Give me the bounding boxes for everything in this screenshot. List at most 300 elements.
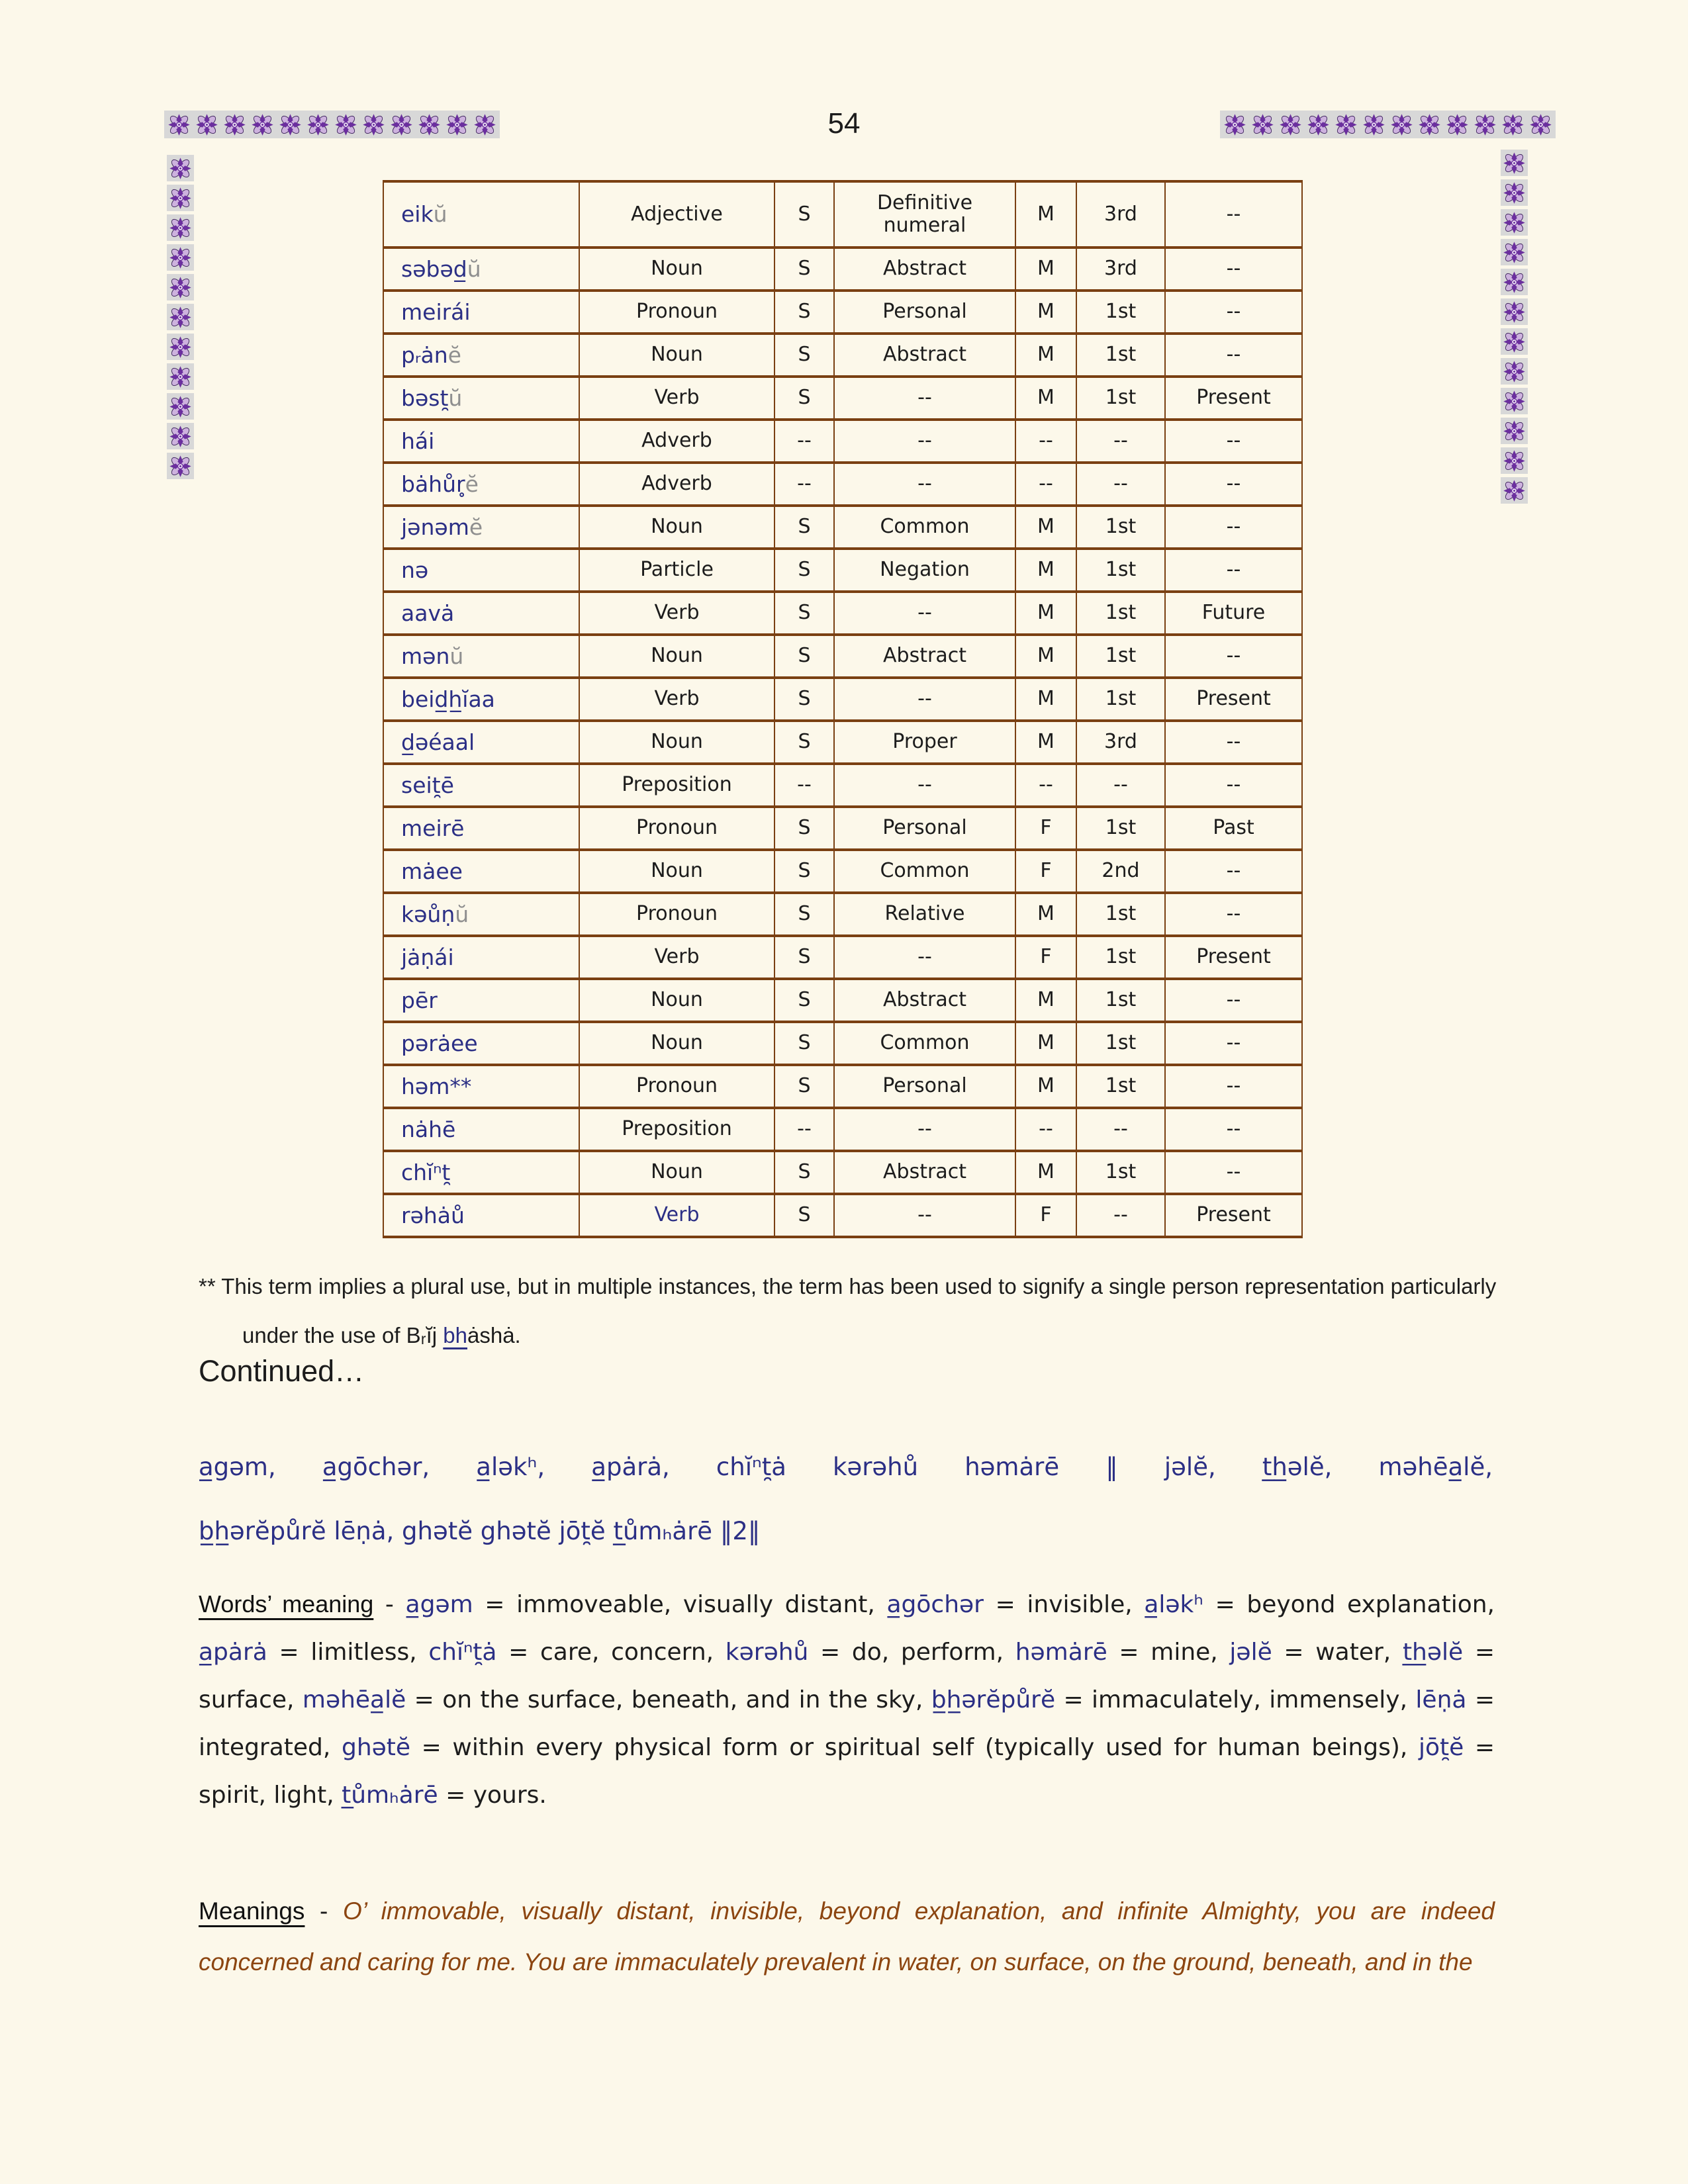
word-cell xyxy=(383,635,579,678)
flower-ornament-icon xyxy=(1360,111,1387,138)
number-cell: -- xyxy=(774,463,834,506)
word-text: həm** xyxy=(401,1073,472,1099)
word-gray-suffix: ĕ xyxy=(465,471,479,497)
flower-ornament-icon xyxy=(1277,111,1304,138)
category-cell: -- xyxy=(834,463,1015,506)
word-cell xyxy=(383,291,579,334)
table-row xyxy=(383,463,1302,506)
text-run: = invisible, xyxy=(983,1591,1145,1618)
table-row xyxy=(383,1151,1302,1194)
flower-ornament-icon xyxy=(1502,419,1526,443)
gender-cell: M xyxy=(1015,1022,1076,1065)
gender-cell: M xyxy=(1015,592,1076,635)
flower-ornament-icon xyxy=(1416,111,1443,138)
tense-cell: -- xyxy=(1165,635,1302,678)
word-cell xyxy=(383,506,579,549)
tense-cell: -- xyxy=(1165,1022,1302,1065)
table-row xyxy=(383,248,1302,291)
flower-ornament-icon xyxy=(1334,113,1358,137)
category-cell: Abstract xyxy=(834,979,1015,1022)
flower-ornament-icon xyxy=(1502,330,1526,354)
number-cell: S xyxy=(774,592,834,635)
person-cell: 3rd xyxy=(1076,248,1165,291)
number-cell: -- xyxy=(774,420,834,463)
person-cell: 1st xyxy=(1076,678,1165,721)
number-cell: S xyxy=(774,850,834,893)
flower-ornament-icon xyxy=(168,394,193,419)
word-cell xyxy=(383,850,579,893)
word-text: səbəd̲ xyxy=(401,255,467,282)
tense-cell: -- xyxy=(1165,181,1302,248)
flower-ornament-icon xyxy=(416,111,443,138)
pos-cell: Pronoun xyxy=(579,893,774,936)
word-cell xyxy=(383,1065,579,1108)
flower-ornament-icon xyxy=(167,363,194,390)
table-row xyxy=(383,377,1302,420)
word-cell xyxy=(383,936,579,979)
word-text: hái xyxy=(401,428,435,454)
meanings-paragraph xyxy=(199,1886,1495,1987)
word-text: kəůṇ xyxy=(401,901,455,927)
flower-ornament-icon xyxy=(1501,269,1528,295)
flower-ornament-icon xyxy=(1502,210,1526,235)
tense-cell: -- xyxy=(1165,420,1302,463)
word-text: d̲əéaal xyxy=(401,729,475,755)
transliterated-word: bh xyxy=(443,1323,467,1347)
table-row xyxy=(383,334,1302,377)
gender-cell: M xyxy=(1015,291,1076,334)
table-row xyxy=(383,979,1302,1022)
flower-ornament-icon xyxy=(1501,358,1528,385)
word-cell xyxy=(383,721,579,764)
flower-ornament-icon xyxy=(1528,113,1553,137)
word-text: seit̯ē xyxy=(401,772,454,798)
flower-ornament-icon xyxy=(445,113,469,137)
flower-ornament-icon xyxy=(1223,113,1247,137)
meanings-label: Meanings xyxy=(199,1897,305,1925)
text-run: = immoveable, visually distant, xyxy=(473,1591,887,1618)
flower-ornament-icon xyxy=(168,365,193,389)
category-cell: Common xyxy=(834,506,1015,549)
word-cell xyxy=(383,1194,579,1237)
person-cell: 1st xyxy=(1076,979,1165,1022)
tense-cell: -- xyxy=(1165,506,1302,549)
tense-cell: -- xyxy=(1165,334,1302,377)
flower-ornament-icon xyxy=(167,113,191,137)
word-cell xyxy=(383,549,579,592)
category-cell: Relative xyxy=(834,893,1015,936)
transliterated-word: ghətĕ xyxy=(341,1734,411,1761)
word-gray-suffix: ĕ xyxy=(447,341,461,368)
flower-ornament-icon xyxy=(334,113,358,137)
pos-cell: Particle xyxy=(579,549,774,592)
number-cell: -- xyxy=(774,1108,834,1151)
text-run: This term implies a plural use, but in multiple instances, the term has been used to signify a single person representation particularly under the use of Bᵣĭj xyxy=(221,1274,1497,1347)
number-cell: S xyxy=(774,334,834,377)
flower-ornament-icon xyxy=(167,423,194,449)
pos-cell: Noun xyxy=(579,248,774,291)
pos-cell: Noun xyxy=(579,635,774,678)
text-run: = water, xyxy=(1272,1639,1403,1666)
transliterated-word: lēṇȧ xyxy=(1415,1686,1467,1713)
text-run: ȧshȧ. xyxy=(467,1323,521,1347)
flower-ornament-icon xyxy=(167,214,194,241)
table-row xyxy=(383,1194,1302,1237)
text-run: = integrated, xyxy=(199,1686,1495,1761)
flower-ornament-icon xyxy=(1501,447,1528,474)
flower-ornament-icon xyxy=(1502,151,1526,175)
flower-ornament-icon xyxy=(1501,239,1528,265)
flower-ornament-icon xyxy=(1501,477,1528,504)
category-cell: Definitive numeral xyxy=(834,181,1015,248)
number-cell: S xyxy=(774,721,834,764)
gender-cell: M xyxy=(1015,549,1076,592)
flower-ornament-icon xyxy=(168,305,193,330)
transliterated-word: a̲gəm xyxy=(405,1591,473,1618)
person-cell: -- xyxy=(1076,463,1165,506)
footnote-marker: ** xyxy=(199,1274,222,1298)
gender-cell: M xyxy=(1015,635,1076,678)
word-gray-suffix: ĕ xyxy=(469,514,483,540)
gender-cell: -- xyxy=(1015,1108,1076,1151)
word-text: bȧhůr̥ xyxy=(401,471,465,497)
flower-ornament-icon xyxy=(473,113,497,137)
flower-ornament-icon xyxy=(168,335,193,359)
number-cell: S xyxy=(774,506,834,549)
pos-cell: Noun xyxy=(579,1151,774,1194)
number-cell: S xyxy=(774,678,834,721)
table-row xyxy=(383,678,1302,721)
transliterated-word: chĭⁿt̯ȧ xyxy=(428,1639,497,1666)
pos-cell: Pronoun xyxy=(579,1065,774,1108)
category-cell: Proper xyxy=(834,721,1015,764)
flower-ornament-icon xyxy=(278,113,303,137)
tense-cell: -- xyxy=(1165,291,1302,334)
flower-ornament-icon xyxy=(1501,113,1525,137)
word-text: beid̲h̲ĭaa xyxy=(401,686,495,712)
word-gray-suffix: ŭ xyxy=(467,255,481,282)
transliterated-word: a̲pȧrȧ xyxy=(199,1639,267,1666)
flower-ornament-icon xyxy=(168,156,193,181)
flower-ornament-icon xyxy=(167,304,194,330)
person-cell: 1st xyxy=(1076,377,1165,420)
number-cell: S xyxy=(774,635,834,678)
tense-cell: Present xyxy=(1165,936,1302,979)
word-gray-suffix: ŭ xyxy=(449,643,464,669)
flower-ornament-icon xyxy=(1502,389,1526,414)
text-run: = yours. xyxy=(438,1782,547,1809)
category-cell: -- xyxy=(834,420,1015,463)
table-row xyxy=(383,764,1302,807)
word-text: meirái xyxy=(401,298,471,325)
tense-cell: -- xyxy=(1165,1108,1302,1151)
word-cell xyxy=(383,420,579,463)
word-gray-suffix: ŭ xyxy=(455,901,469,927)
continued-heading: Continued… xyxy=(199,1354,365,1388)
gender-cell: M xyxy=(1015,181,1076,248)
flower-ornament-icon xyxy=(1472,111,1499,138)
person-cell: 3rd xyxy=(1076,181,1165,248)
word-text: pᵣȧn xyxy=(401,341,448,368)
flower-ornament-icon xyxy=(1501,328,1528,355)
table-row xyxy=(383,181,1302,248)
word-text: rəhȧů xyxy=(401,1202,465,1228)
flower-ornament-icon xyxy=(277,111,304,138)
transliterated-word: t̲h̲əlĕ xyxy=(1402,1639,1464,1666)
grammar-analysis-table xyxy=(383,180,1303,1238)
category-cell: -- xyxy=(834,1194,1015,1237)
flower-ornament-icon xyxy=(1501,298,1528,325)
transliterated-word: a̲ləkʰ xyxy=(1144,1591,1203,1618)
flower-ornament-icon xyxy=(1502,300,1526,324)
table-row xyxy=(383,549,1302,592)
text-run: = within every physical form or spiritual self (typically used for human beings), xyxy=(410,1734,1419,1761)
person-cell: -- xyxy=(1076,1108,1165,1151)
flower-ornament-icon xyxy=(165,111,193,138)
flower-ornament-icon xyxy=(1250,113,1275,137)
category-cell: Personal xyxy=(834,807,1015,850)
table-row xyxy=(383,592,1302,635)
tense-cell: -- xyxy=(1165,764,1302,807)
word-cell xyxy=(383,979,579,1022)
flower-ornament-icon xyxy=(1278,113,1303,137)
words-meaning-paragraph xyxy=(199,1580,1495,1819)
person-cell: 1st xyxy=(1076,893,1165,936)
flower-ornament-icon xyxy=(167,334,194,360)
footnote xyxy=(199,1262,1540,1360)
flower-ornament-icon xyxy=(168,216,193,240)
flower-ornament-icon xyxy=(250,113,275,137)
word-text: eik xyxy=(401,201,434,228)
gender-cell: -- xyxy=(1015,764,1076,807)
tense-cell: -- xyxy=(1165,248,1302,291)
pos-cell: Adverb xyxy=(579,420,774,463)
flower-ornament-icon xyxy=(305,111,332,138)
table-row xyxy=(383,936,1302,979)
left-flower-border xyxy=(167,155,194,479)
flower-ornament-icon xyxy=(444,111,471,138)
flower-ornament-icon xyxy=(1388,111,1415,138)
transliterated-word: a̲gōchər xyxy=(886,1591,984,1618)
word-cell xyxy=(383,592,579,635)
pos-cell: Adjective xyxy=(579,181,774,248)
transliterated-word: t̲ůmₕȧrē xyxy=(342,1782,438,1809)
word-gray-suffix: ŭ xyxy=(448,385,463,411)
word-text: chĭⁿt̯ xyxy=(401,1159,451,1185)
flower-ornament-icon xyxy=(1362,113,1386,137)
category-cell: Personal xyxy=(834,291,1015,334)
person-cell: -- xyxy=(1076,764,1165,807)
category-cell: Common xyxy=(834,850,1015,893)
category-cell: -- xyxy=(834,592,1015,635)
gender-cell: M xyxy=(1015,893,1076,936)
table-row xyxy=(383,721,1302,764)
category-cell: Abstract xyxy=(834,1151,1015,1194)
transliterated-word: jōt̯ĕ xyxy=(1418,1734,1464,1761)
verse-line: b̲h̲ərĕpůrĕ lēṇȧ, ghətĕ ghətĕ jōt̯ĕ t̲ůmₕȧrē ‖2‖ xyxy=(199,1517,761,1545)
number-cell: S xyxy=(774,936,834,979)
gender-cell: -- xyxy=(1015,463,1076,506)
tense-cell: -- xyxy=(1165,721,1302,764)
pos-cell: Verb xyxy=(579,1194,774,1237)
number-cell: S xyxy=(774,549,834,592)
gender-cell: M xyxy=(1015,248,1076,291)
tense-cell: -- xyxy=(1165,1151,1302,1194)
tense-cell: Present xyxy=(1165,1194,1302,1237)
flower-ornament-icon xyxy=(167,155,194,181)
flower-ornament-icon xyxy=(249,111,276,138)
gender-cell: F xyxy=(1015,1194,1076,1237)
table-row xyxy=(383,807,1302,850)
flower-ornament-icon xyxy=(167,453,194,479)
person-cell: 1st xyxy=(1076,506,1165,549)
flower-ornament-icon xyxy=(1502,240,1526,265)
flower-ornament-icon xyxy=(360,111,387,138)
flower-ornament-icon xyxy=(1501,209,1528,236)
pos-cell: Noun xyxy=(579,334,774,377)
pos-cell: Verb xyxy=(579,592,774,635)
tense-cell: -- xyxy=(1165,549,1302,592)
gender-cell: F xyxy=(1015,807,1076,850)
word-cell xyxy=(383,678,579,721)
pos-cell: Preposition xyxy=(579,764,774,807)
transliterated-word: jəlĕ xyxy=(1229,1639,1272,1666)
category-cell: Abstract xyxy=(834,248,1015,291)
category-cell: Personal xyxy=(834,1065,1015,1108)
table-row xyxy=(383,291,1302,334)
table-row xyxy=(383,1022,1302,1065)
flower-ornament-icon xyxy=(1502,181,1526,205)
category-cell: Negation xyxy=(834,549,1015,592)
person-cell: 1st xyxy=(1076,1151,1165,1194)
gender-cell: -- xyxy=(1015,420,1076,463)
flower-ornament-icon xyxy=(1502,449,1526,473)
number-cell: S xyxy=(774,1022,834,1065)
number-cell: S xyxy=(774,1065,834,1108)
flower-ornament-icon xyxy=(1501,418,1528,444)
meanings-separator: - xyxy=(305,1897,344,1925)
person-cell: 2nd xyxy=(1076,850,1165,893)
pos-cell: Pronoun xyxy=(579,291,774,334)
category-cell: -- xyxy=(834,678,1015,721)
person-cell: 1st xyxy=(1076,635,1165,678)
page-number: 54 xyxy=(827,107,861,140)
number-cell: S xyxy=(774,248,834,291)
number-cell: S xyxy=(774,377,834,420)
text-run: = spirit, light, xyxy=(199,1734,1495,1809)
transliterated-word: b̲h̲ərĕpůrĕ xyxy=(931,1686,1056,1713)
top-right-flower-border xyxy=(1220,111,1556,138)
tense-cell: -- xyxy=(1165,893,1302,936)
transliterated-word: məhēa̲lĕ xyxy=(302,1686,406,1713)
table-row xyxy=(383,635,1302,678)
number-cell: S xyxy=(774,291,834,334)
gender-cell: M xyxy=(1015,334,1076,377)
flower-ornament-icon xyxy=(388,111,415,138)
word-text: mən xyxy=(401,643,450,669)
table-row xyxy=(383,506,1302,549)
flower-ornament-icon xyxy=(306,113,330,137)
category-cell: -- xyxy=(834,936,1015,979)
person-cell: 1st xyxy=(1076,592,1165,635)
flower-ornament-icon xyxy=(1249,111,1276,138)
word-text: mȧee xyxy=(401,858,463,884)
pos-cell: Verb xyxy=(579,936,774,979)
word-text: meirē xyxy=(401,815,465,841)
flower-ornament-icon xyxy=(471,111,498,138)
person-cell: -- xyxy=(1076,420,1165,463)
gender-cell: M xyxy=(1015,377,1076,420)
number-cell: S xyxy=(774,893,834,936)
word-text: aavȧ xyxy=(401,600,455,626)
text-run: = immaculately, immensely, xyxy=(1055,1686,1416,1713)
pos-cell: Noun xyxy=(579,850,774,893)
top-left-flower-border xyxy=(164,111,500,138)
text-run: = surface, xyxy=(199,1639,1495,1713)
category-cell: -- xyxy=(834,1108,1015,1151)
number-cell: -- xyxy=(774,764,834,807)
flower-ornament-icon xyxy=(167,274,194,300)
meanings-text: O’ immovable, visually distant, invisible, beyond explanation, and infinite Almighty, you are indeed concerned and caring for me. You are immaculately prevalent in water, on surface, on the ground, beneath, and in the xyxy=(199,1897,1495,1976)
flower-ornament-icon xyxy=(332,111,359,138)
flower-ornament-icon xyxy=(417,113,442,137)
word-cell xyxy=(383,764,579,807)
person-cell: 1st xyxy=(1076,1065,1165,1108)
word-text: nə xyxy=(401,557,429,583)
flower-ornament-icon xyxy=(1499,111,1526,138)
word-gray-suffix: ŭ xyxy=(433,201,447,228)
word-cell xyxy=(383,1108,579,1151)
table-row xyxy=(383,1108,1302,1151)
paragraph-label: Words’ meaning xyxy=(199,1590,374,1617)
word-cell xyxy=(383,893,579,936)
flower-ornament-icon xyxy=(1417,113,1442,137)
word-cell xyxy=(383,1022,579,1065)
person-cell: 1st xyxy=(1076,549,1165,592)
person-cell: 1st xyxy=(1076,936,1165,979)
flower-ornament-icon xyxy=(195,113,219,137)
flower-ornament-icon xyxy=(168,454,193,478)
transliterated-word: kərəhů xyxy=(725,1639,809,1666)
person-cell: 3rd xyxy=(1076,721,1165,764)
person-cell: 1st xyxy=(1076,291,1165,334)
number-cell: S xyxy=(774,181,834,248)
gender-cell: M xyxy=(1015,1065,1076,1108)
text-run: = care, concern, xyxy=(496,1639,726,1666)
person-cell: -- xyxy=(1076,1194,1165,1237)
word-text: jənəm xyxy=(401,514,469,540)
flower-ornament-icon xyxy=(1502,359,1526,384)
text-run: = beyond explanation, xyxy=(1203,1591,1495,1618)
flower-ornament-icon xyxy=(389,113,414,137)
word-text: pərȧee xyxy=(401,1030,478,1056)
word-cell xyxy=(383,463,579,506)
word-cell xyxy=(383,377,579,420)
gender-cell: M xyxy=(1015,979,1076,1022)
number-cell: S xyxy=(774,807,834,850)
pos-cell: Adverb xyxy=(579,463,774,506)
pos-cell: Noun xyxy=(579,506,774,549)
flower-ornament-icon xyxy=(221,111,248,138)
pos-cell: Verb xyxy=(579,678,774,721)
table-row xyxy=(383,850,1302,893)
table-row xyxy=(383,420,1302,463)
flower-ornament-icon xyxy=(168,186,193,210)
tense-cell: Present xyxy=(1165,678,1302,721)
flower-ornament-icon xyxy=(1502,270,1526,295)
word-cell xyxy=(383,181,579,248)
flower-ornament-icon xyxy=(1305,111,1332,138)
